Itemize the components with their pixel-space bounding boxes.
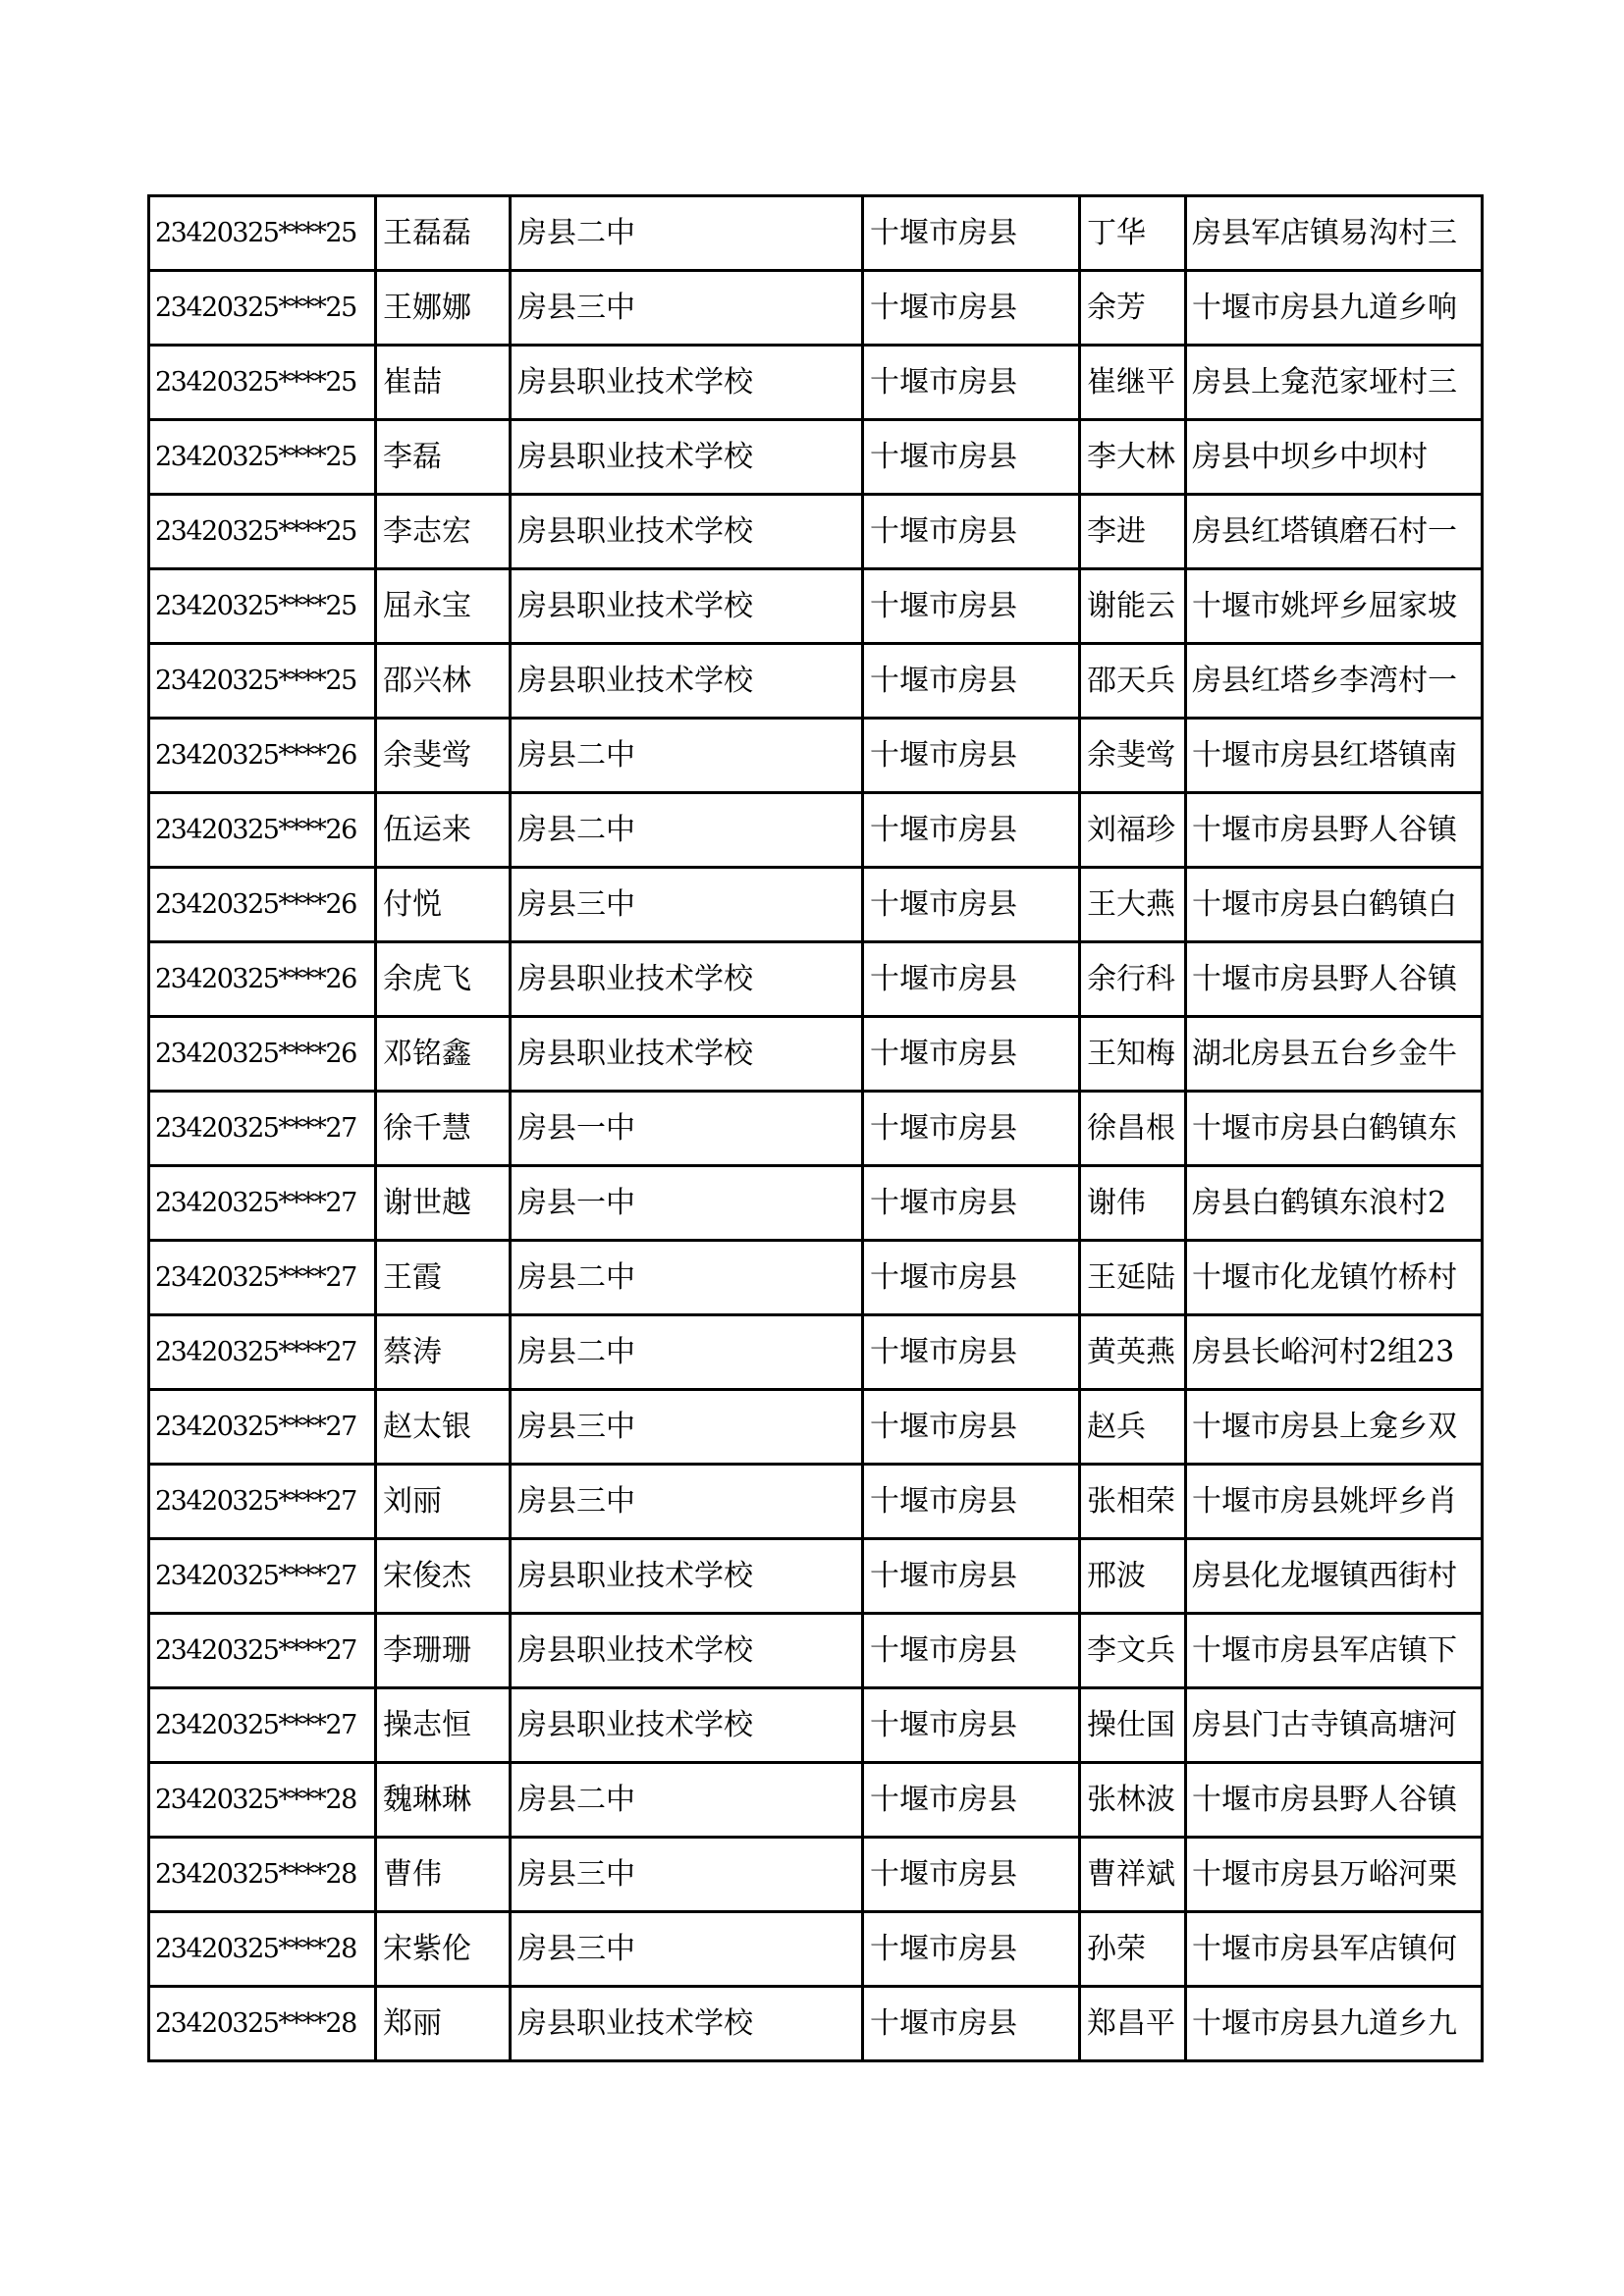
table-row	[149, 644, 1483, 719]
student-roster-table	[147, 194, 1484, 2062]
school-cell: 房县职业技术学校	[511, 1539, 863, 1614]
student-name-cell: 谢世越	[376, 1166, 511, 1241]
school-cell: 房县三中	[511, 271, 863, 346]
school-cell: 房县二中	[511, 1241, 863, 1315]
student-name-cell: 王磊磊	[376, 196, 511, 271]
student-name-cell: 付悦	[376, 868, 511, 942]
guardian-name-cell: 崔继平	[1080, 346, 1186, 420]
student-id-cell: 23420325****27	[149, 1166, 376, 1241]
city-cell: 十堰市房县	[863, 271, 1080, 346]
student-id-cell: 23420325****26	[149, 942, 376, 1017]
school-cell: 房县职业技术学校	[511, 569, 863, 644]
table-row	[149, 196, 1483, 271]
student-id-cell: 23420325****25	[149, 346, 376, 420]
table-row	[149, 942, 1483, 1017]
student-id-cell: 23420325****28	[149, 1763, 376, 1838]
guardian-name-cell: 赵兵	[1080, 1390, 1186, 1465]
student-name-cell: 刘丽	[376, 1465, 511, 1539]
city-cell: 十堰市房县	[863, 1912, 1080, 1987]
address-cell: 十堰市房县姚坪乡肖	[1186, 1465, 1483, 1539]
student-name-cell: 徐千慧	[376, 1092, 511, 1166]
city-cell: 十堰市房县	[863, 1838, 1080, 1912]
school-cell: 房县职业技术学校	[511, 495, 863, 569]
address-cell: 房县化龙堰镇西街村	[1186, 1539, 1483, 1614]
student-name-cell: 王娜娜	[376, 271, 511, 346]
guardian-name-cell: 李大林	[1080, 420, 1186, 495]
guardian-name-cell: 徐昌根	[1080, 1092, 1186, 1166]
student-name-cell: 赵太银	[376, 1390, 511, 1465]
school-cell: 房县职业技术学校	[511, 1987, 863, 2061]
student-name-cell: 余斐鸴	[376, 719, 511, 793]
address-cell: 十堰市姚坪乡屈家坡	[1186, 569, 1483, 644]
address-cell: 房县军店镇易沟村三	[1186, 196, 1483, 271]
city-cell: 十堰市房县	[863, 1092, 1080, 1166]
student-name-cell: 蔡涛	[376, 1315, 511, 1390]
address-cell: 十堰市房县九道乡响	[1186, 271, 1483, 346]
student-name-cell: 屈永宝	[376, 569, 511, 644]
table-row	[149, 1092, 1483, 1166]
city-cell: 十堰市房县	[863, 1241, 1080, 1315]
city-cell: 十堰市房县	[863, 1763, 1080, 1838]
table-row	[149, 495, 1483, 569]
city-cell: 十堰市房县	[863, 569, 1080, 644]
table-row	[149, 1166, 1483, 1241]
school-cell: 房县三中	[511, 1912, 863, 1987]
city-cell: 十堰市房县	[863, 1987, 1080, 2061]
table-row	[149, 1539, 1483, 1614]
city-cell: 十堰市房县	[863, 719, 1080, 793]
student-id-cell: 23420325****25	[149, 196, 376, 271]
address-cell: 十堰市房县九道乡九	[1186, 1987, 1483, 2061]
student-id-cell: 23420325****26	[149, 719, 376, 793]
guardian-name-cell: 黄英燕	[1080, 1315, 1186, 1390]
student-id-cell: 23420325****26	[149, 1017, 376, 1092]
guardian-name-cell: 邢波	[1080, 1539, 1186, 1614]
student-id-cell: 23420325****27	[149, 1539, 376, 1614]
address-cell: 房县白鹤镇东浪村2	[1186, 1166, 1483, 1241]
city-cell: 十堰市房县	[863, 1614, 1080, 1688]
student-name-cell: 李志宏	[376, 495, 511, 569]
city-cell: 十堰市房县	[863, 196, 1080, 271]
student-name-cell: 李珊珊	[376, 1614, 511, 1688]
table-row	[149, 868, 1483, 942]
guardian-name-cell: 刘福珍	[1080, 793, 1186, 868]
guardian-name-cell: 曹祥斌	[1080, 1838, 1186, 1912]
address-cell: 十堰市房县野人谷镇	[1186, 793, 1483, 868]
city-cell: 十堰市房县	[863, 1166, 1080, 1241]
student-name-cell: 王霞	[376, 1241, 511, 1315]
address-cell: 十堰市房县白鹤镇白	[1186, 868, 1483, 942]
student-name-cell: 魏琳琳	[376, 1763, 511, 1838]
address-cell: 房县门古寺镇高塘河	[1186, 1688, 1483, 1763]
student-id-cell: 23420325****28	[149, 1987, 376, 2061]
student-id-cell: 23420325****26	[149, 793, 376, 868]
table-row	[149, 1315, 1483, 1390]
guardian-name-cell: 余芳	[1080, 271, 1186, 346]
student-name-cell: 宋紫伦	[376, 1912, 511, 1987]
student-id-cell: 23420325****27	[149, 1614, 376, 1688]
city-cell: 十堰市房县	[863, 868, 1080, 942]
student-name-cell: 伍运来	[376, 793, 511, 868]
city-cell: 十堰市房县	[863, 644, 1080, 719]
school-cell: 房县二中	[511, 793, 863, 868]
school-cell: 房县职业技术学校	[511, 942, 863, 1017]
table-row	[149, 1912, 1483, 1987]
table-row	[149, 271, 1483, 346]
school-cell: 房县职业技术学校	[511, 346, 863, 420]
table-row	[149, 1465, 1483, 1539]
city-cell: 十堰市房县	[863, 346, 1080, 420]
city-cell: 十堰市房县	[863, 495, 1080, 569]
address-cell: 十堰市房县万峪河栗	[1186, 1838, 1483, 1912]
table-row	[149, 1987, 1483, 2061]
school-cell: 房县三中	[511, 1390, 863, 1465]
student-id-cell: 23420325****25	[149, 420, 376, 495]
address-cell: 十堰市房县红塔镇南	[1186, 719, 1483, 793]
table-row	[149, 1763, 1483, 1838]
student-name-cell: 宋俊杰	[376, 1539, 511, 1614]
city-cell: 十堰市房县	[863, 793, 1080, 868]
student-id-cell: 23420325****28	[149, 1912, 376, 1987]
address-cell: 房县中坝乡中坝村	[1186, 420, 1483, 495]
school-cell: 房县职业技术学校	[511, 644, 863, 719]
address-cell: 十堰市房县军店镇下	[1186, 1614, 1483, 1688]
guardian-name-cell: 张相荣	[1080, 1465, 1186, 1539]
school-cell: 房县职业技术学校	[511, 1688, 863, 1763]
school-cell: 房县职业技术学校	[511, 420, 863, 495]
school-cell: 房县职业技术学校	[511, 1614, 863, 1688]
school-cell: 房县三中	[511, 1465, 863, 1539]
address-cell: 房县红塔乡李湾村一	[1186, 644, 1483, 719]
student-id-cell: 23420325****27	[149, 1688, 376, 1763]
table-row	[149, 569, 1483, 644]
address-cell: 十堰市化龙镇竹桥村	[1186, 1241, 1483, 1315]
address-cell: 十堰市房县野人谷镇	[1186, 1763, 1483, 1838]
address-cell: 房县红塔镇磨石村一	[1186, 495, 1483, 569]
guardian-name-cell: 李文兵	[1080, 1614, 1186, 1688]
student-name-cell: 曹伟	[376, 1838, 511, 1912]
guardian-name-cell: 丁华	[1080, 196, 1186, 271]
guardian-name-cell: 王大燕	[1080, 868, 1186, 942]
roster-table-body	[149, 196, 1483, 2061]
address-cell: 湖北房县五台乡金牛	[1186, 1017, 1483, 1092]
student-name-cell: 崔喆	[376, 346, 511, 420]
city-cell: 十堰市房县	[863, 1017, 1080, 1092]
student-id-cell: 23420325****25	[149, 569, 376, 644]
school-cell: 房县三中	[511, 1838, 863, 1912]
school-cell: 房县职业技术学校	[511, 1017, 863, 1092]
city-cell: 十堰市房县	[863, 1465, 1080, 1539]
student-name-cell: 余虎飞	[376, 942, 511, 1017]
student-name-cell: 邵兴林	[376, 644, 511, 719]
address-cell: 十堰市房县野人谷镇	[1186, 942, 1483, 1017]
school-cell: 房县一中	[511, 1092, 863, 1166]
student-id-cell: 23420325****27	[149, 1390, 376, 1465]
guardian-name-cell: 余行科	[1080, 942, 1186, 1017]
student-id-cell: 23420325****28	[149, 1838, 376, 1912]
school-cell: 房县一中	[511, 1166, 863, 1241]
student-id-cell: 23420325****25	[149, 495, 376, 569]
address-cell: 十堰市房县上龛乡双	[1186, 1390, 1483, 1465]
student-name-cell: 郑丽	[376, 1987, 511, 2061]
guardian-name-cell: 孙荣	[1080, 1912, 1186, 1987]
student-id-cell: 23420325****27	[149, 1315, 376, 1390]
address-cell: 房县长峪河村2组23	[1186, 1315, 1483, 1390]
student-id-cell: 23420325****27	[149, 1465, 376, 1539]
table-row	[149, 1241, 1483, 1315]
table-row	[149, 1614, 1483, 1688]
student-id-cell: 23420325****25	[149, 271, 376, 346]
guardian-name-cell: 操仕国	[1080, 1688, 1186, 1763]
guardian-name-cell: 李进	[1080, 495, 1186, 569]
guardian-name-cell: 邵天兵	[1080, 644, 1186, 719]
table-row	[149, 420, 1483, 495]
student-id-cell: 23420325****27	[149, 1241, 376, 1315]
student-id-cell: 23420325****26	[149, 868, 376, 942]
guardian-name-cell: 谢伟	[1080, 1166, 1186, 1241]
table-row	[149, 1688, 1483, 1763]
guardian-name-cell: 张林波	[1080, 1763, 1186, 1838]
guardian-name-cell: 王延陆	[1080, 1241, 1186, 1315]
city-cell: 十堰市房县	[863, 1539, 1080, 1614]
table-row	[149, 719, 1483, 793]
school-cell: 房县二中	[511, 1315, 863, 1390]
student-name-cell: 邓铭鑫	[376, 1017, 511, 1092]
city-cell: 十堰市房县	[863, 1390, 1080, 1465]
table-row	[149, 793, 1483, 868]
student-id-cell: 23420325****25	[149, 644, 376, 719]
city-cell: 十堰市房县	[863, 1315, 1080, 1390]
student-name-cell: 操志恒	[376, 1688, 511, 1763]
city-cell: 十堰市房县	[863, 942, 1080, 1017]
address-cell: 十堰市房县军店镇何	[1186, 1912, 1483, 1987]
school-cell: 房县二中	[511, 719, 863, 793]
school-cell: 房县二中	[511, 196, 863, 271]
student-name-cell: 李磊	[376, 420, 511, 495]
address-cell: 房县上龛范家垭村三	[1186, 346, 1483, 420]
table-row	[149, 346, 1483, 420]
school-cell: 房县三中	[511, 868, 863, 942]
table-row	[149, 1017, 1483, 1092]
guardian-name-cell: 余斐鸴	[1080, 719, 1186, 793]
school-cell: 房县二中	[511, 1763, 863, 1838]
guardian-name-cell: 郑昌平	[1080, 1987, 1186, 2061]
guardian-name-cell: 谢能云	[1080, 569, 1186, 644]
address-cell: 十堰市房县白鹤镇东	[1186, 1092, 1483, 1166]
city-cell: 十堰市房县	[863, 420, 1080, 495]
table-row	[149, 1838, 1483, 1912]
city-cell: 十堰市房县	[863, 1688, 1080, 1763]
table-row	[149, 1390, 1483, 1465]
student-id-cell: 23420325****27	[149, 1092, 376, 1166]
guardian-name-cell: 王知梅	[1080, 1017, 1186, 1092]
